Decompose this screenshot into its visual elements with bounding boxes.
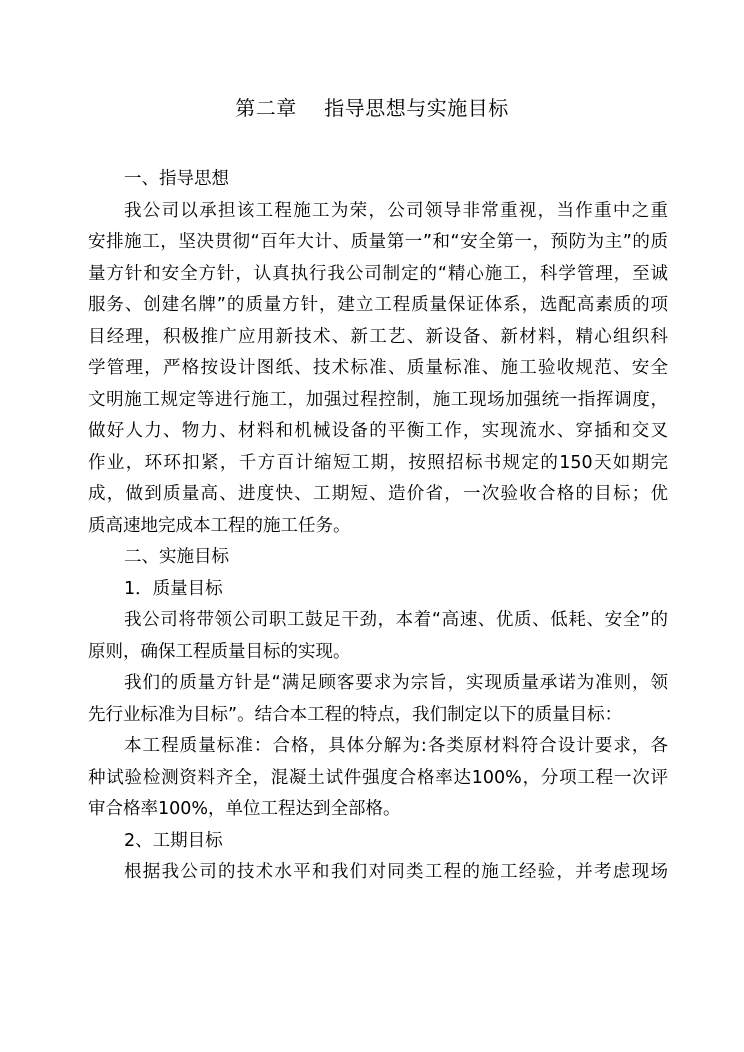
paragraph-line: 文明施工规定等进行施工，加强过程控制，施工现场加强统一指挥调度， [88, 389, 668, 410]
paragraph-line: 成，做到质量高、进度快、工期短、造价省，一次验收合格的目标；优 [88, 484, 668, 504]
paragraph-line: 安排施工，坚决贯彻“百年大计、质量第一”和“安全第一，预防为主”的质 [88, 232, 668, 252]
paragraph-line: 目经理，积极推广应用新技术、新工艺、新设备、新材料，精心组织科 [88, 326, 668, 347]
paragraph-line: 本工程质量标准：合格，具体分解为:各类原材料符合设计要求，各 [124, 736, 668, 756]
paragraph-line: 质高速地完成本工程的施工任务。 [88, 515, 351, 536]
paragraph-line: 我公司以承担该工程施工为荣，公司领导非常重视，当作重中之重 [124, 200, 668, 221]
paragraph-line: 种试验检测资料齐全，混凝土试件强度合格率达100%，分项工程一次评 [88, 767, 668, 788]
paragraph-line: 审合格率100%，单位工程达到全部格。 [88, 799, 401, 819]
paragraph-line: 学管理，严格按设计图纸、技术标准、质量标准、施工验收规范、安全 [88, 358, 668, 378]
paragraph-line: 原则，确保工程质量目标的实现。 [88, 641, 351, 662]
document-body [88, 164, 668, 889]
paragraph-line: 作业，环环扣紧，千方百计缩短工期，按照招标书规定的150天如期完 [88, 452, 668, 473]
section-heading-guiding-ideology: 一、指导思想 [124, 169, 229, 189]
paragraph-line: 服务、创建名牌”的质量方针，建立工程质量保证体系，选配高素质的项 [88, 295, 668, 315]
paragraph-line: 先行业标准为目标”。结合本工程的特点，我们制定以下的质量目标： [88, 704, 623, 725]
paragraph-line: 我们的质量方针是“满足顾客要求为宗旨，实现质量承诺为准则，领 [124, 673, 668, 693]
subsection-heading-quality-goal: 1．质量目标 [124, 578, 223, 599]
paragraph-line: 做好人力、物力、材料和机械设备的平衡工作，实现流水、穿插和交叉 [88, 421, 668, 441]
paragraph-line: 我公司将带领公司职工鼓足干劲，本着“高速、优质、低耗、安全”的 [124, 610, 668, 630]
chapter-title: 第二章 指导思想与实施目标 [235, 96, 509, 120]
paragraph-line: 根据我公司的技术水平和我们对同类工程的施工经验，并考虑现场 [124, 862, 668, 882]
subsection-heading-schedule-goal: 2、工期目标 [124, 830, 223, 851]
paragraph-line: 量方针和安全方针，认真执行我公司制定的“精心施工，科学管理，至诚 [88, 263, 668, 284]
section-heading-implementation-goals: 二、实施目标 [124, 547, 229, 567]
